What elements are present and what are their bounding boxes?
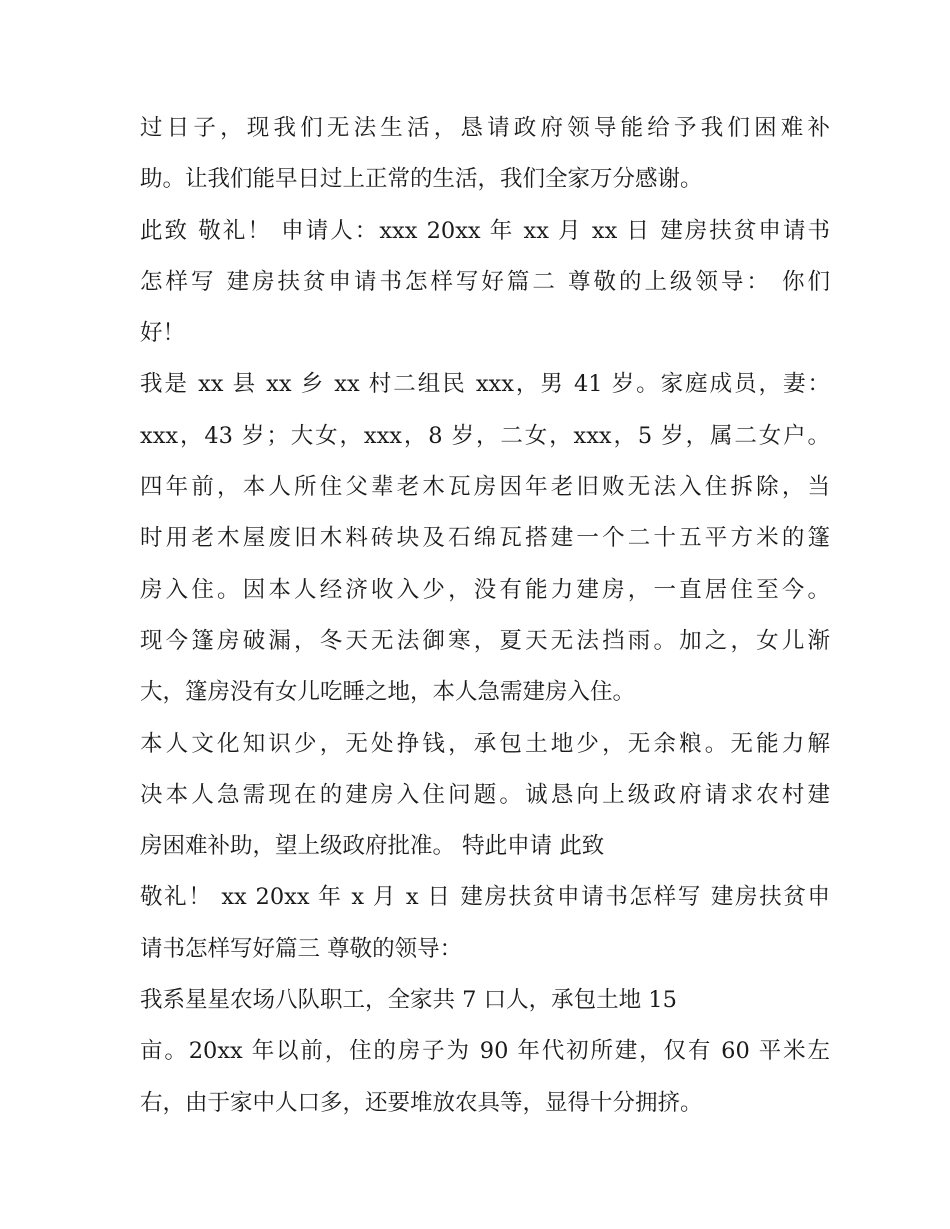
text-line: 四年前，本人所住父辈老木瓦房因年老旧败无法入住拆除，当 — [140, 474, 830, 501]
text-line: 本人文化知识少，无处挣钱，承包土地少，无余粮。无能力解 — [140, 730, 830, 757]
text-line: 请书怎样写好篇三 尊敬的领导： — [140, 935, 463, 962]
document-body — [140, 103, 830, 1129]
text-line: 房入住。因本人经济收入少，没有能力建房，一直居住至今。 — [140, 576, 830, 603]
text-line: 决本人急需现在的建房入住问题。诚恳向上级政府请求农村建 — [140, 781, 830, 808]
text-line: 好！ — [140, 320, 186, 347]
text-line: 房困难补助，望上级政府批准。 特此申请 此致 — [140, 833, 605, 860]
text-line: 怎样写 建房扶贫申请书怎样写好篇二 尊敬的上级领导： 你们 — [140, 268, 830, 295]
text-line: 敬礼！ xx 20xx 年 x 月 x 日 建房扶贫申请书怎样写 建房扶贫申 — [140, 884, 830, 911]
text-line: 时用老木屋废旧木料砖块及石绵瓦搭建一个二十五平方米的篷 — [140, 525, 830, 552]
text-line: 现今篷房破漏，冬天无法御寒，夏天无法挡雨。加之，女儿渐 — [140, 627, 830, 654]
text-line: 亩。20xx 年以前，住的房子为 90 年代初所建，仅有 60 平米左 — [140, 1038, 830, 1065]
text-line: 此致 敬礼！ 申请人：xxx 20xx 年 xx 月 xx 日 建房扶贫申请书 — [140, 217, 830, 244]
text-line: 助。让我们能早日过上正常的生活，我们全家万分感谢。 — [140, 166, 703, 193]
text-line: 右，由于家中人口多，还要堆放农具等，显得十分拥挤。 — [140, 1089, 703, 1116]
text-line: 我是 xx 县 xx 乡 xx 村二组民 xxx，男 41 岁。家庭成员，妻： — [140, 371, 830, 398]
text-line: 我系星星农场八队职工，全家共 7 口人，承包土地 15 — [140, 987, 677, 1014]
text-line: xxx，43 岁；大女，xxx，8 岁，二女，xxx，5 岁，属二女户。 — [140, 422, 830, 449]
text-line: 过日子，现我们无法生活，恳请政府领导能给予我们困难补 — [140, 115, 830, 141]
text-line: 大，篷房没有女儿吃睡之地，本人急需建房入住。 — [140, 679, 636, 706]
